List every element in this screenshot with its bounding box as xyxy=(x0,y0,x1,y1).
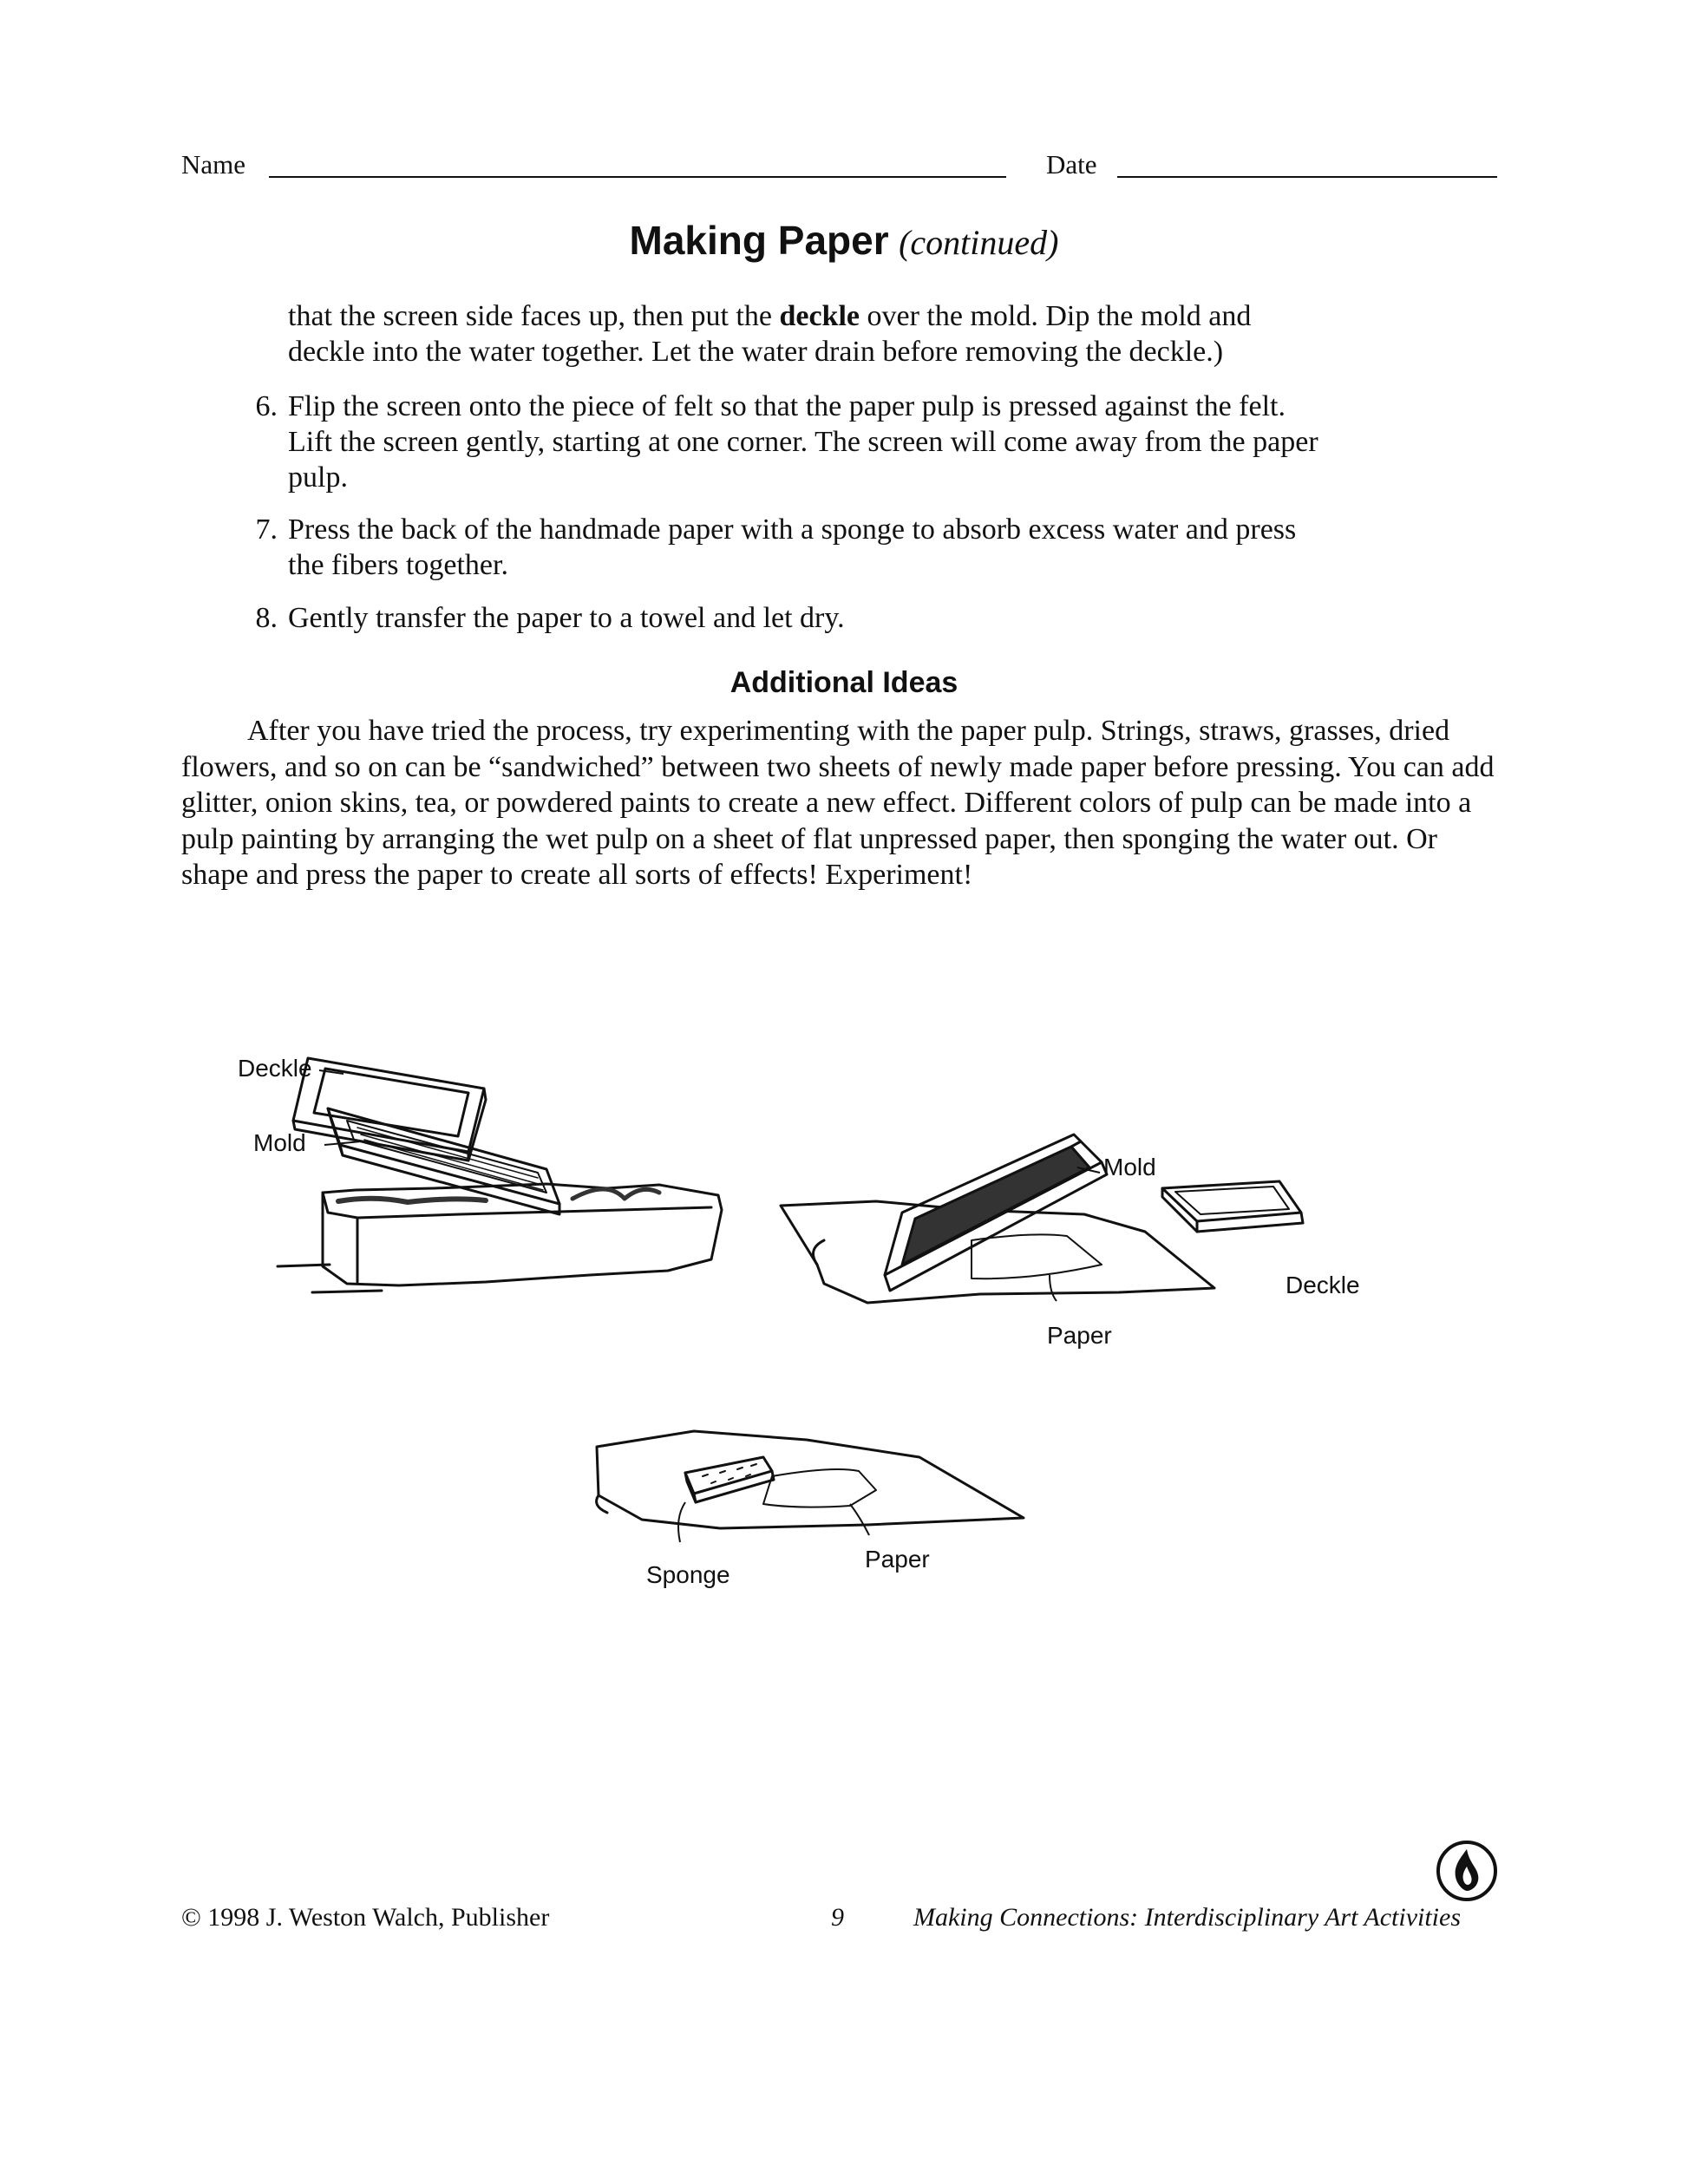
page-title xyxy=(0,217,1688,264)
step-text: Press the back of the handmade paper with a sponge to absorb excess water and press the fibers together. xyxy=(288,513,1297,581)
step-number: 8. xyxy=(255,602,278,634)
additional-ideas-paragraph: After you have tried the process, try experimenting with the paper pulp. Strings, straws, grasses, dried flowers, and so on can be “sandwiched” between two sheets of newly made paper before pressing. You can add glitter, onion skins, tea, or powdered paints to create a new effect. Different colors of pulp can be made into a pulp painting by arranging the wet pulp on a sheet of flat unpressed paper, then sponging the water out. Or shape and press the paper to create all sorts of effects! Experiment! xyxy=(181,715,1495,891)
fig2-deckle-label: Deckle xyxy=(1286,1272,1360,1298)
flame-logo-icon xyxy=(1435,1839,1499,1903)
continuation-line-2: deckle into the water together. Let the water drain before removing the deckle.) xyxy=(288,336,1224,368)
fig2-mold-label: Mold xyxy=(1103,1154,1156,1180)
step-text: Gently transfer the paper to a towel and let dry. xyxy=(288,602,845,634)
fig1-mold-label: Mold xyxy=(253,1129,306,1156)
step-number: 6. xyxy=(255,390,278,422)
title-main: Making Paper xyxy=(629,218,889,263)
sponge-press-illustration xyxy=(590,1422,1041,1579)
deckle-term: deckle xyxy=(779,300,860,332)
continuation-line-1: that the screen side faces up, then put the deckle over the mold. Dip the mold and xyxy=(288,300,1252,332)
footer-copyright: © 1998 J. Weston Walch, Publisher xyxy=(181,1903,550,1932)
fig3-paper-label: Paper xyxy=(865,1546,930,1573)
continuation-text xyxy=(288,298,1520,369)
step-number: 7. xyxy=(255,513,278,546)
footer-book-title: Making Connections: Interdisciplinary Art Activities xyxy=(913,1903,1462,1932)
mold-deckle-tub-illustration xyxy=(260,1006,746,1318)
date-label: Date xyxy=(1046,149,1097,180)
fig1-deckle-label: Deckle xyxy=(238,1055,312,1082)
fig3-sponge-label: Sponge xyxy=(646,1561,730,1588)
title-continued: (continued) xyxy=(899,223,1059,262)
additional-ideas-heading: Additional Ideas xyxy=(730,666,958,699)
fig1-label-leader-lines xyxy=(312,1065,364,1161)
name-field[interactable] xyxy=(269,176,1006,178)
date-field[interactable] xyxy=(1117,176,1497,178)
fig2-paper-label: Paper xyxy=(1047,1322,1112,1349)
name-label: Name xyxy=(181,149,246,180)
footer-page-number: 9 xyxy=(831,1903,844,1932)
step-text: Flip the screen onto the piece of felt so that the paper pulp is pressed against the felt. Lift the screen gently, starting at one corner. The screen will come away from the paper pulp. xyxy=(288,390,1318,494)
